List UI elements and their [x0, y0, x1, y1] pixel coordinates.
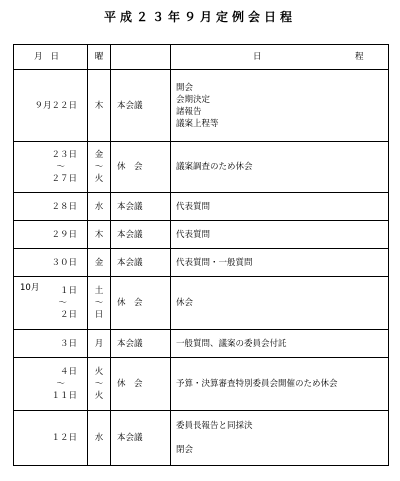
- month-label: 10月: [20, 283, 40, 293]
- program-item: 閉会: [176, 445, 194, 455]
- session-type-cell: 本会議: [111, 70, 171, 142]
- program-item: 開会: [176, 82, 194, 93]
- session-type-cell: 本会議: [111, 221, 171, 249]
- header-date: 月日: [14, 45, 88, 70]
- header-program-1: 日: [253, 52, 262, 62]
- day-cell: 水: [88, 411, 111, 466]
- schedule-table: [13, 44, 389, 466]
- header-kind: [111, 45, 171, 70]
- table-row: [14, 330, 389, 358]
- table-row: [14, 142, 389, 193]
- date-cell: ２３日 〜 ２７日: [14, 142, 88, 193]
- program-cell: 一般質問、議案の委員会付託: [171, 330, 389, 358]
- session-type-cell: 休 会: [111, 142, 171, 193]
- day-cell: 水: [88, 193, 111, 221]
- page-title: 平成２３年９月定例会日程: [103, 10, 296, 24]
- day-cell: 金 〜 火: [88, 142, 111, 193]
- session-type-cell: 休 会: [111, 277, 171, 330]
- day-cell: 火 〜 火: [88, 358, 111, 411]
- day-cell: 金: [88, 249, 111, 277]
- table-row: [14, 70, 389, 142]
- date-cell: ２８日: [14, 193, 88, 221]
- table-row: [14, 277, 389, 330]
- day-cell: 月: [88, 330, 111, 358]
- date-cell: １２日: [14, 411, 88, 466]
- program-item: 議案調査のため休会: [176, 162, 253, 172]
- program-item: 会期決定: [176, 94, 211, 105]
- program-cell: [171, 142, 389, 193]
- session-type-cell: 本会議: [111, 193, 171, 221]
- table-row: [14, 411, 389, 466]
- session-type-cell: 本会議: [111, 330, 171, 358]
- header-program-2: 程: [355, 52, 364, 62]
- program-cell: [171, 70, 389, 142]
- day-cell: 土 〜 日: [88, 277, 111, 330]
- date-cell: 10月 １日 〜 ２日: [14, 277, 88, 330]
- header-program: [171, 45, 389, 70]
- date-cell: ９月２２日: [14, 70, 88, 142]
- date-cell: ４日 〜 １１日: [14, 358, 88, 411]
- program-cell: 休会: [171, 277, 389, 330]
- table-row: [14, 221, 389, 249]
- program-cell: 代表質問: [171, 221, 389, 249]
- table-row: [14, 193, 389, 221]
- table-row: [14, 249, 389, 277]
- program-cell: 代表質問: [171, 193, 389, 221]
- session-type-cell: 本会議: [111, 249, 171, 277]
- program-cell: [171, 411, 389, 466]
- date-cell: ３０日: [14, 249, 88, 277]
- program-item: [176, 432, 388, 444]
- program-cell: 予算・決算審査特別委員会開催のため休会: [171, 358, 389, 411]
- day-cell: 木: [88, 70, 111, 142]
- header-day: 曜: [88, 45, 111, 70]
- date-cell: ２９日: [14, 221, 88, 249]
- program-item: 委員長報告と同採決: [176, 421, 253, 431]
- day-cell: 木: [88, 221, 111, 249]
- date-cell: ３日: [14, 330, 88, 358]
- program-item: 議案上程等: [176, 118, 219, 129]
- table-row: [14, 358, 389, 411]
- session-type-cell: 本会議: [111, 411, 171, 466]
- session-type-cell: 休 会: [111, 358, 171, 411]
- header-row: [14, 45, 389, 70]
- program-item: 諸報告: [176, 106, 202, 117]
- program-cell: 代表質問・一般質問: [171, 249, 389, 277]
